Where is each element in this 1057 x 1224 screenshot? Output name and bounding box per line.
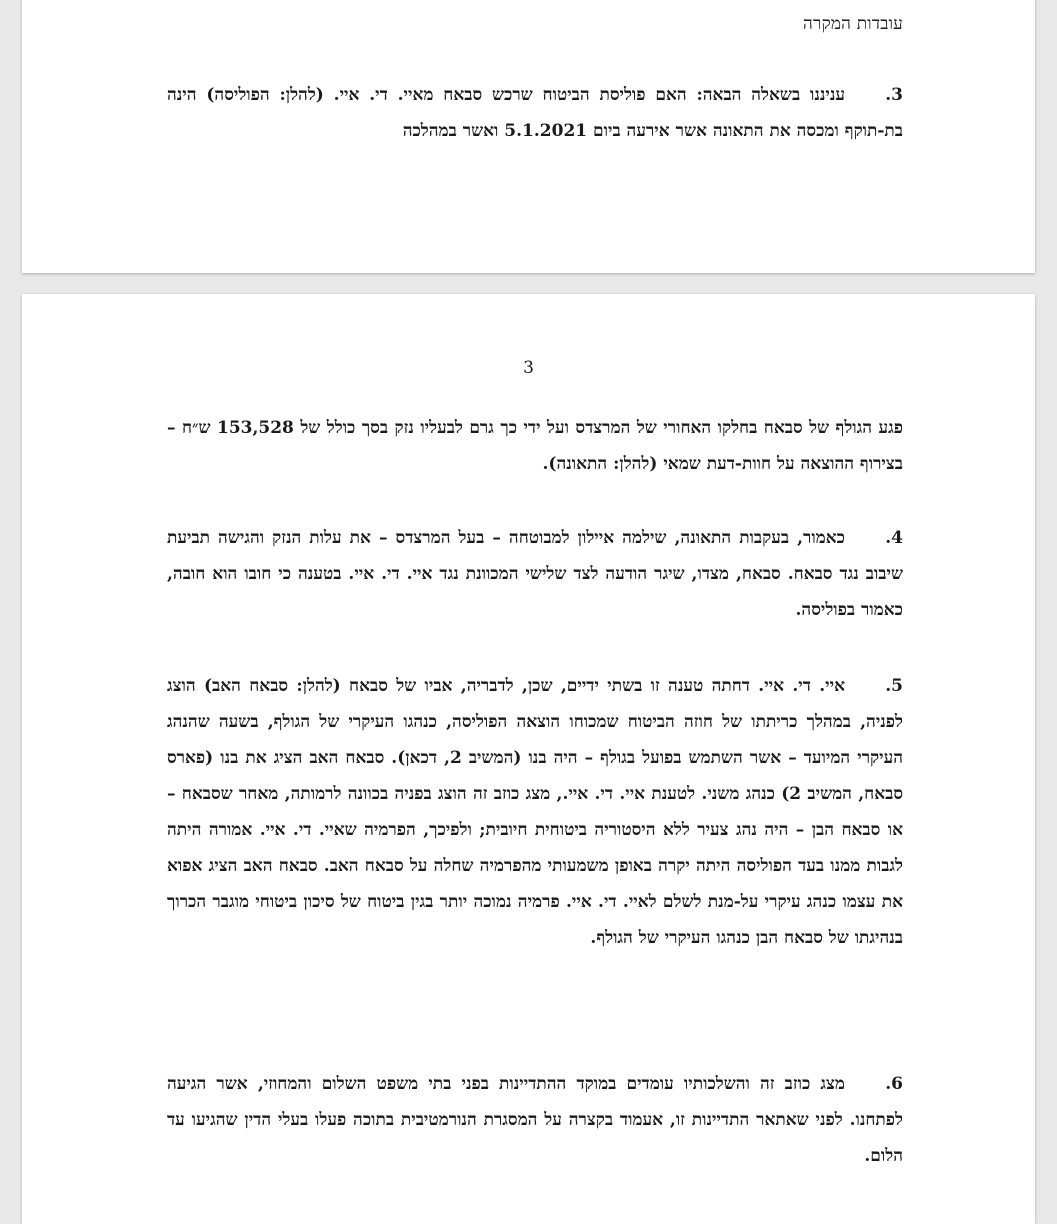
page-number: 3: [523, 358, 534, 378]
document-page-bottom: [22, 294, 1035, 1224]
paragraph-number: 3.: [885, 85, 903, 105]
paragraph-continuation: פגע הגולף של סבאח בחלקו האחורי של המרצדס ועל ידי כך גרם לבעליו נזק בסך כולל של 153,528 ש״ח – בצירוף ההוצאה על חוות-דעת שמאי (להלן: התאונה).: [167, 418, 903, 474]
paragraph-text: מצג כוזב זה והשלכותיו עומדים במוקד ההתדיינות בפני בתי משפט השלום והמחוזי, אשר הגיעה לפתחנו. לפני שאתאר התדיינות זו, אעמוד בקצרה על המסגרת הנורמטיבית בתוכה פעלו בעלי הדין שהגיעו עד הלום.: [167, 1074, 904, 1166]
document-page-top: [22, 0, 1035, 273]
paragraph-number: 6.: [885, 1074, 903, 1094]
paragraph-4: [167, 520, 903, 628]
paragraph-number: 4.: [885, 528, 903, 548]
paragraph-text: עניננו בשאלה הבאה: האם פוליסת הביטוח שרכש סבאח מאיי. די. איי. (להלן: הפוליסה) הינה בת-תוקף ומכסה את התאונה אשר אירעה ביום 5.1.2021 ואשר במהלכה: [167, 85, 903, 141]
paragraph-text: כאמור, בעקבות התאונה, שילמה איילון למבוטחה – בעל המרצדס – את עלות הנזק והגישה תביעת שיבוב נגד סבאח. סבאח, מצדו, שיגר הודעה לצד שלישי המכוונת נגד איי. די. איי. בטענה כי חובו הוא חובה, כאמור בפוליסה.: [167, 528, 903, 620]
section-title: עובדות המקרה: [803, 14, 903, 34]
paragraph-3: [167, 77, 903, 149]
paragraph-number: 5.: [885, 676, 903, 696]
paragraph-6: [167, 1066, 903, 1174]
paragraph-text: איי. די. איי. דחתה טענה זו בשתי ידיים, שכן, לדבריה, אביו של סבאח (להלן: סבאח האב) הוצג לפניה, במהלך כריתתו של חוזה הביטוח שמכוחו הוצאה הפוליסה, כנהגו העיקרי של הגולף, בשעה שהנהג העיקרי המיועד – אשר השתמש בפועל בגולף – היה בנו (המשיב 2, דכאן). סבאח האב הציג את בנו (פארס סבאח, המשיב 2) כנהג משני. לטענת איי. די. איי., מצג כוזב זה הוצג בפניה בכוונה לרמותה, מאחר שסבאח – או סבאח הבן – היה נהג צעיר ללא היסטוריה ביטוחית חיובית; ולפיכך, הפרמיה שאיי. די. איי. אמורה היתה לגבות ממנו בעד הפוליסה היתה יקרה באופן משמעותי מהפרמיה שחלה על סבאח האב. סבאח האב הציג אפוא את עצמו כנהג עיקרי על-מנת לשלם לאיי. די. איי. פרמיה נמוכה יותר בגין ביטוח של סיכון ביטוחי מוגבר הכרוך בנהיגתו של סבאח הבן כנהגו העיקרי של הגולף.: [167, 676, 904, 948]
paragraph-5: [167, 668, 903, 956]
